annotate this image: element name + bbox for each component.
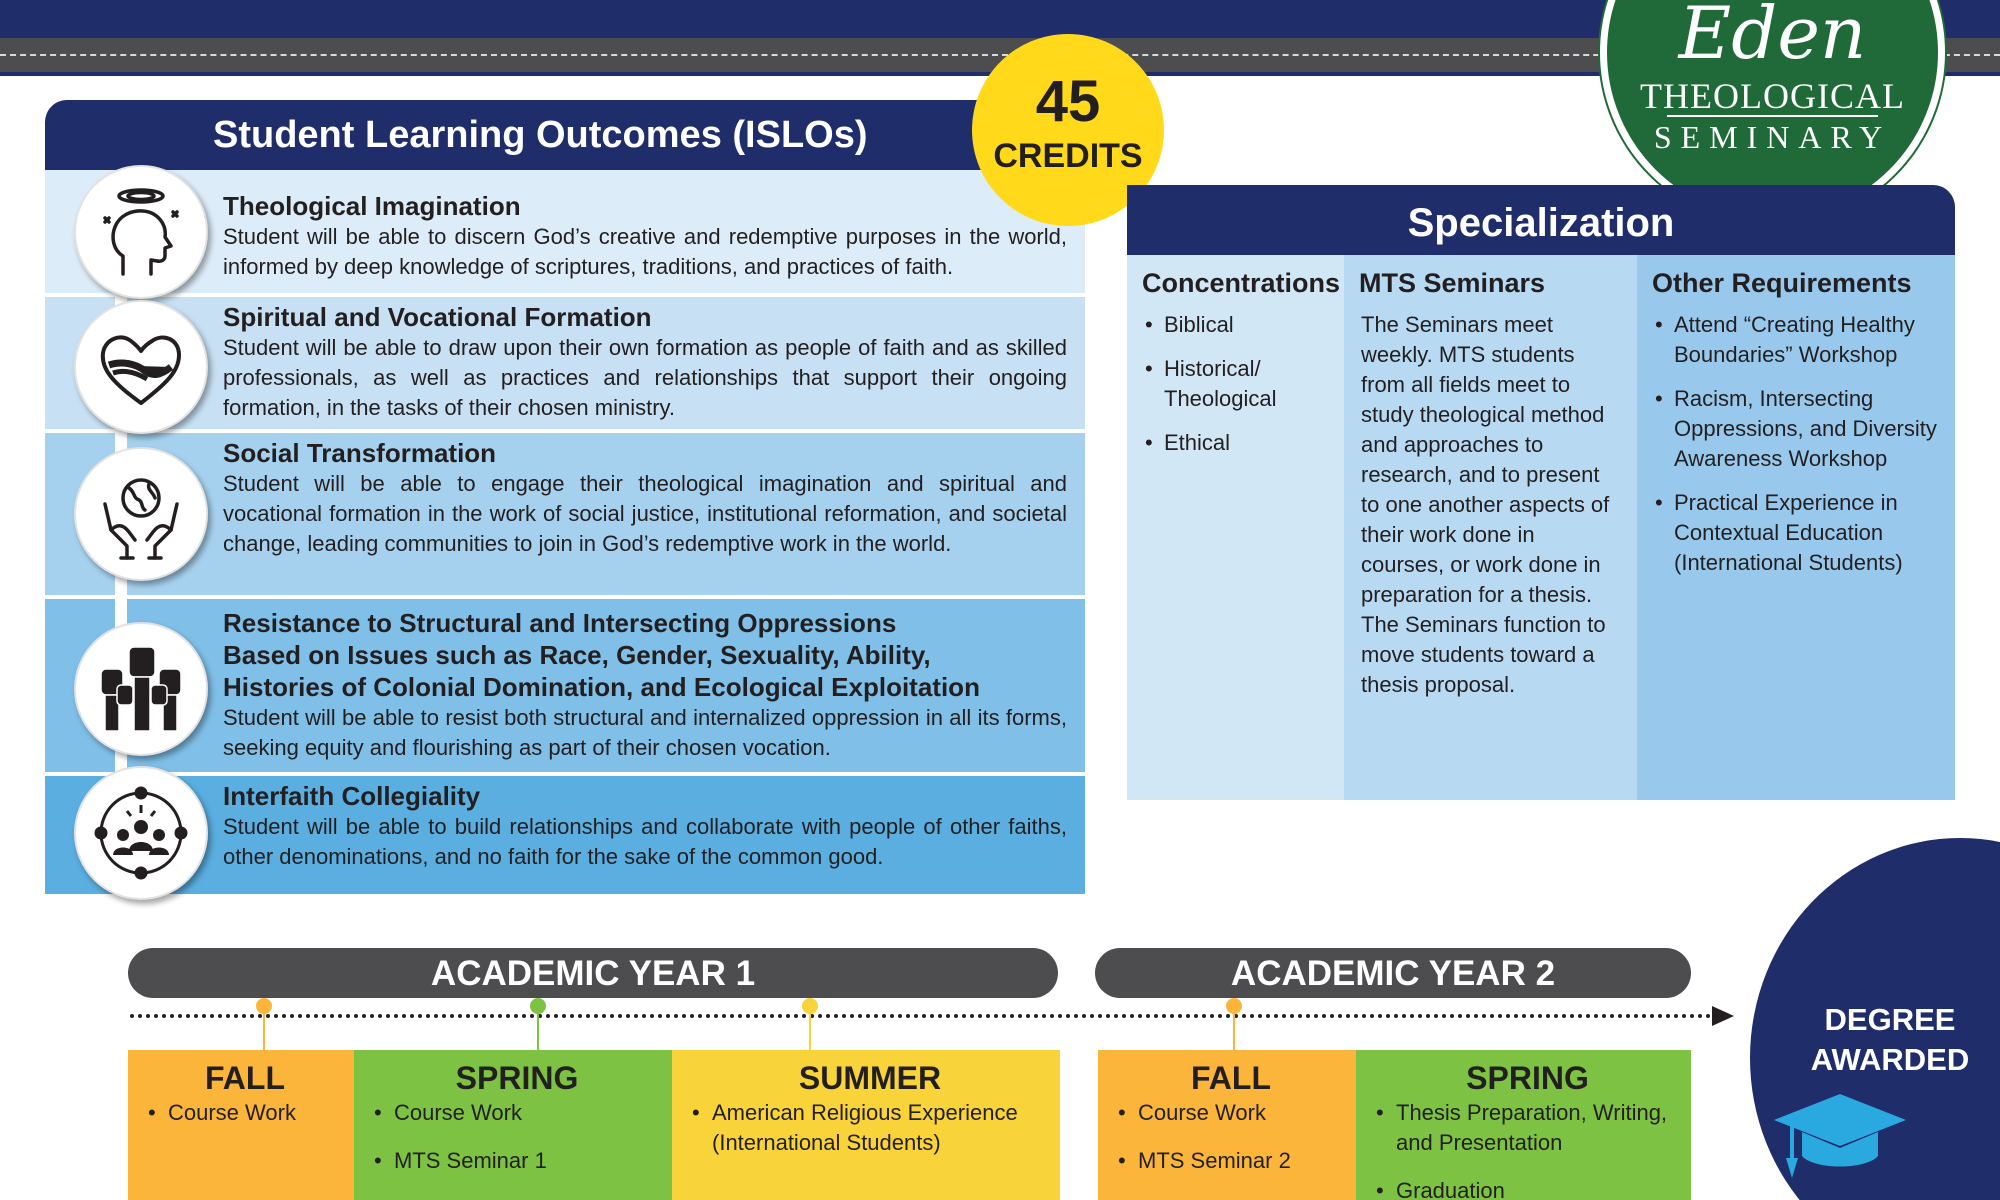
term-name: SUMMER bbox=[798, 1060, 942, 1096]
islo-title-line-2: Based on Issues such as Race, Gender, Sexuality, Ability, bbox=[223, 640, 931, 670]
islo-title-line-1: Resistance to Structural and Intersecting Oppressions bbox=[223, 608, 897, 638]
seminars-description: The Seminars meet weekly. MTS students from all fields meet to study theological method and approaches to research, and to present to one another aspects of their work done in courses, or work done in preparation for a thesis. The Seminars function to move students toward a thesis proposal. bbox=[1361, 312, 1610, 697]
islo-title: Theological Imagination bbox=[223, 191, 521, 221]
concentrations-heading: Concentrations bbox=[1142, 268, 1341, 298]
requirement-item: • Practical Experience in Contextual Education (International Students) bbox=[1652, 488, 1940, 578]
term-item: • Course Work bbox=[372, 1098, 662, 1128]
logo-rule bbox=[1667, 115, 1878, 117]
timeline-arrowhead bbox=[1712, 1006, 1734, 1026]
other-requirements-heading: Other Requirements bbox=[1652, 268, 1912, 298]
requirement-item: • Racism, Intersecting Oppressions, and Diversity Awareness Workshop bbox=[1652, 384, 1940, 474]
islo-title-line-3: Histories of Colonial Domination, and Ecological Exploitation bbox=[223, 672, 980, 702]
islo-header: Student Learning Outcomes (ISLOs) bbox=[45, 100, 1085, 170]
islo-description: Student will be able to engage their theological imagination and spiritual and vocational formation in the work of social justice, institutional reformation, and societal change, leading communities to join in God’s redemptive work in the world. bbox=[223, 471, 1067, 556]
term-name: SPRING bbox=[455, 1060, 579, 1096]
concentration-item: • Ethical bbox=[1142, 428, 1329, 458]
term-item: • Course Work bbox=[1116, 1098, 1346, 1128]
logo-theological: THEOLOGICAL bbox=[1640, 76, 1905, 116]
term-item: • Graduation bbox=[1374, 1176, 1681, 1200]
timeline-pin-fall-1 bbox=[263, 1004, 265, 1052]
term-fall-year-2 bbox=[1098, 1050, 1356, 1200]
graduation-cap-icon bbox=[1770, 1086, 1910, 1186]
term-item: • MTS Seminar 1 bbox=[372, 1146, 662, 1176]
raised-fists-icon bbox=[74, 622, 208, 756]
term-summer bbox=[672, 1050, 1060, 1200]
term-name: FALL bbox=[1191, 1060, 1271, 1096]
requirement-item: • Attend “Creating Healthy Boundaries” Workshop bbox=[1652, 310, 1940, 370]
term-item: • MTS Seminar 2 bbox=[1116, 1146, 1346, 1176]
islo-description: Student will be able to discern God’s creative and redemptive purposes in the world, informed by deep knowledge of scriptures, traditions, and practices of faith. bbox=[223, 224, 1067, 279]
timeline-pin-fall-2 bbox=[1233, 1004, 1235, 1052]
timeline-pin-spring-1 bbox=[537, 1004, 539, 1052]
islo-title: Social Transformation bbox=[223, 438, 497, 468]
people-network-icon bbox=[74, 766, 208, 900]
islo-description: Student will be able to resist both structural and internalized oppression in all its forms, seeking equity and flourishing as part of their chosen vocation. bbox=[223, 705, 1067, 760]
credits-label: CREDITS bbox=[993, 137, 1143, 175]
specialization-header: Specialization bbox=[1127, 185, 1955, 255]
concentrations-list bbox=[1142, 310, 1329, 458]
globe-hands-icon bbox=[74, 447, 208, 581]
islo-title: Spiritual and Vocational Formation bbox=[223, 302, 652, 332]
islo-description: Student will be able to build relationships and collaborate with people of other faiths, other denominations, and no faith for the sake of the common good. bbox=[223, 814, 1067, 869]
term-spring-year-1 bbox=[354, 1050, 672, 1200]
seminars-heading: MTS Seminars bbox=[1359, 268, 1546, 298]
islo-description: Student will be able to draw upon their own formation as people of faith and as skilled professionals, as well as practices and relationships that support their ongoing formation, in the tasks of their chosen ministry. bbox=[223, 335, 1067, 420]
credits-number: 45 bbox=[1035, 69, 1101, 134]
degree-awarded-badge bbox=[1750, 838, 2000, 1200]
other-requirements-column bbox=[1637, 255, 1955, 800]
timeline-pin-summer bbox=[809, 1004, 811, 1052]
academic-year-1-bar: ACADEMIC YEAR 1 bbox=[128, 948, 1058, 998]
term-item: • Thesis Preparation, Writing, and Presentation bbox=[1374, 1098, 1681, 1158]
term-fall-year-1 bbox=[128, 1050, 354, 1200]
concentration-item: • Historical/ Theological bbox=[1142, 354, 1329, 414]
concentration-item: • Biblical bbox=[1142, 310, 1329, 340]
academic-year-2-bar: ACADEMIC YEAR 2 bbox=[1095, 948, 1691, 998]
head-mind-icon bbox=[74, 165, 208, 299]
term-item: • Course Work bbox=[146, 1098, 344, 1128]
term-name: SPRING bbox=[1466, 1060, 1589, 1096]
mts-seminars-column bbox=[1344, 255, 1637, 800]
islo-title: Interfaith Collegiality bbox=[223, 781, 481, 811]
logo-seminary: SEMINARY bbox=[1653, 119, 1892, 155]
term-item: • American Religious Experience (International Students) bbox=[690, 1098, 1050, 1158]
term-spring-year-2 bbox=[1356, 1050, 1691, 1200]
degree-awarded-text: DEGREE AWARDED bbox=[1810, 1002, 1970, 1077]
timeline-dotted-line bbox=[130, 1014, 1720, 1018]
concentrations-column bbox=[1127, 255, 1344, 800]
term-name: FALL bbox=[205, 1060, 285, 1096]
logo-script: Eden bbox=[1678, 0, 1867, 75]
other-requirements-list bbox=[1652, 310, 1940, 578]
heart-hands-icon bbox=[74, 300, 208, 434]
